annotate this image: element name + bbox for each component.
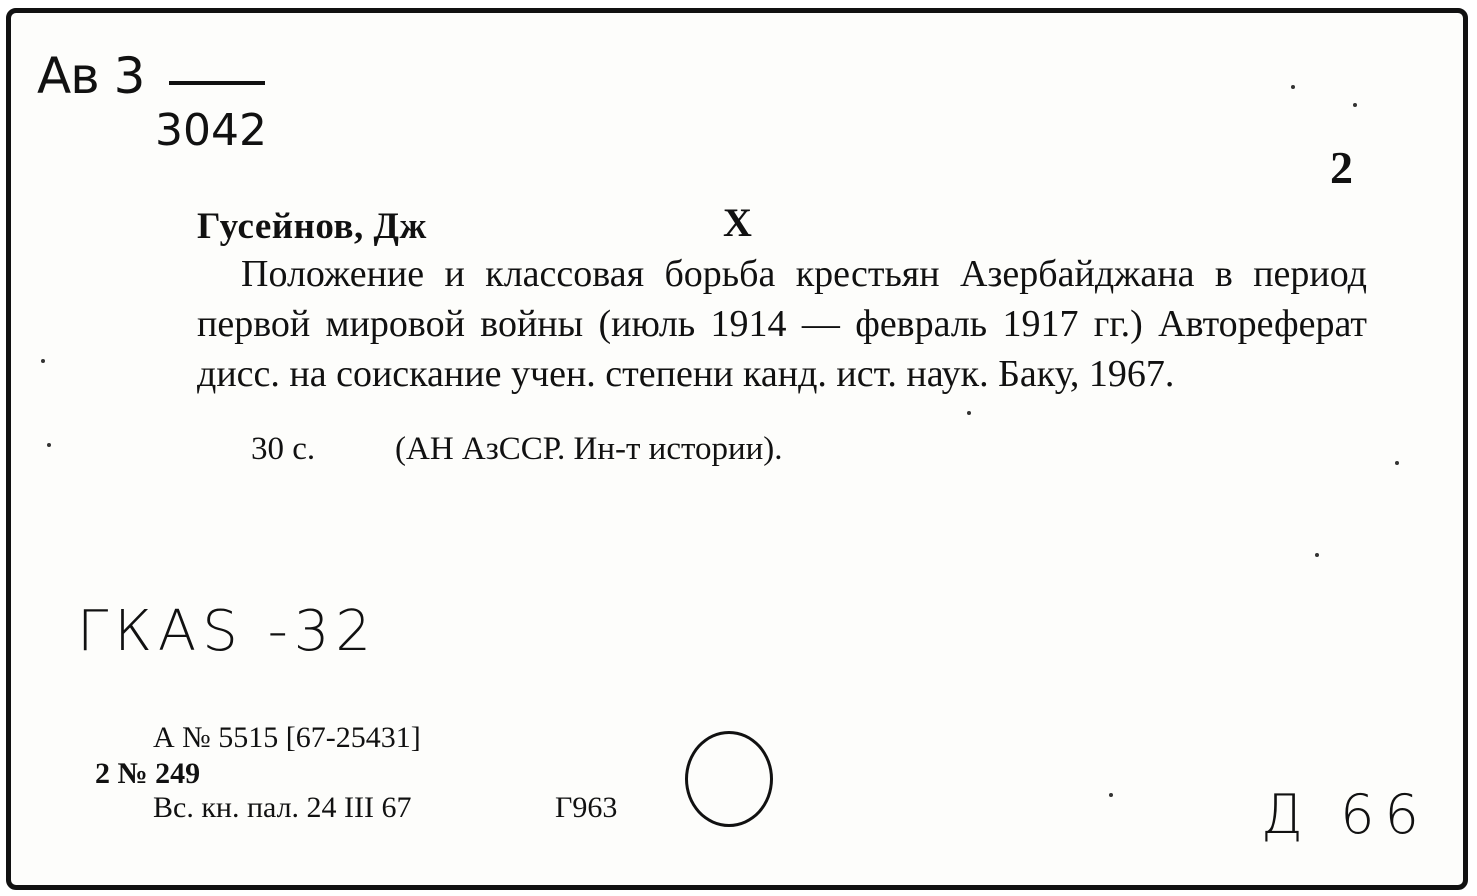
circle-mark [685, 731, 773, 827]
shelfmark-fraction-line [169, 81, 265, 85]
ink-speck [41, 359, 45, 363]
shelfmark-top: Ав 3 [37, 47, 145, 105]
corner-number: 2 [1330, 142, 1353, 193]
catalog-card [6, 8, 1468, 890]
accession-line-1: А № 5515 [67-25431] [153, 721, 421, 754]
series-note: (АН АзССР. Ин-т истории). [395, 431, 783, 467]
ink-speck [967, 411, 971, 415]
shelfmark-sub: 3042 [155, 105, 267, 156]
ink-speck [47, 443, 51, 447]
class-mark: Х [723, 200, 752, 245]
inventory-number: Д 66 [1261, 783, 1429, 846]
author-heading: Гусейнов, Дж [197, 206, 427, 247]
ink-speck [1291, 85, 1295, 89]
collation: 30 с. [251, 431, 316, 467]
accession-code: Г963 [555, 791, 618, 824]
title-description: Положение и классовая борьба крестьян Азербайджана в период первой мировой войны (июль 1914 — февраль 1917 гг.) Автореферат дисс. на соискание учен. степени канд. ист. наук. Баку, 1967. [197, 253, 1367, 395]
ink-speck [1353, 103, 1357, 107]
handwritten-mark: ГКАS -32 [77, 599, 378, 664]
accession-line-3: Вс. кн. пал. 24 III 67 [153, 791, 412, 824]
ink-speck [1395, 461, 1399, 465]
accession-line-2: 2 № 249 [95, 757, 201, 790]
ink-speck [1315, 553, 1319, 557]
ink-speck [1109, 793, 1113, 797]
